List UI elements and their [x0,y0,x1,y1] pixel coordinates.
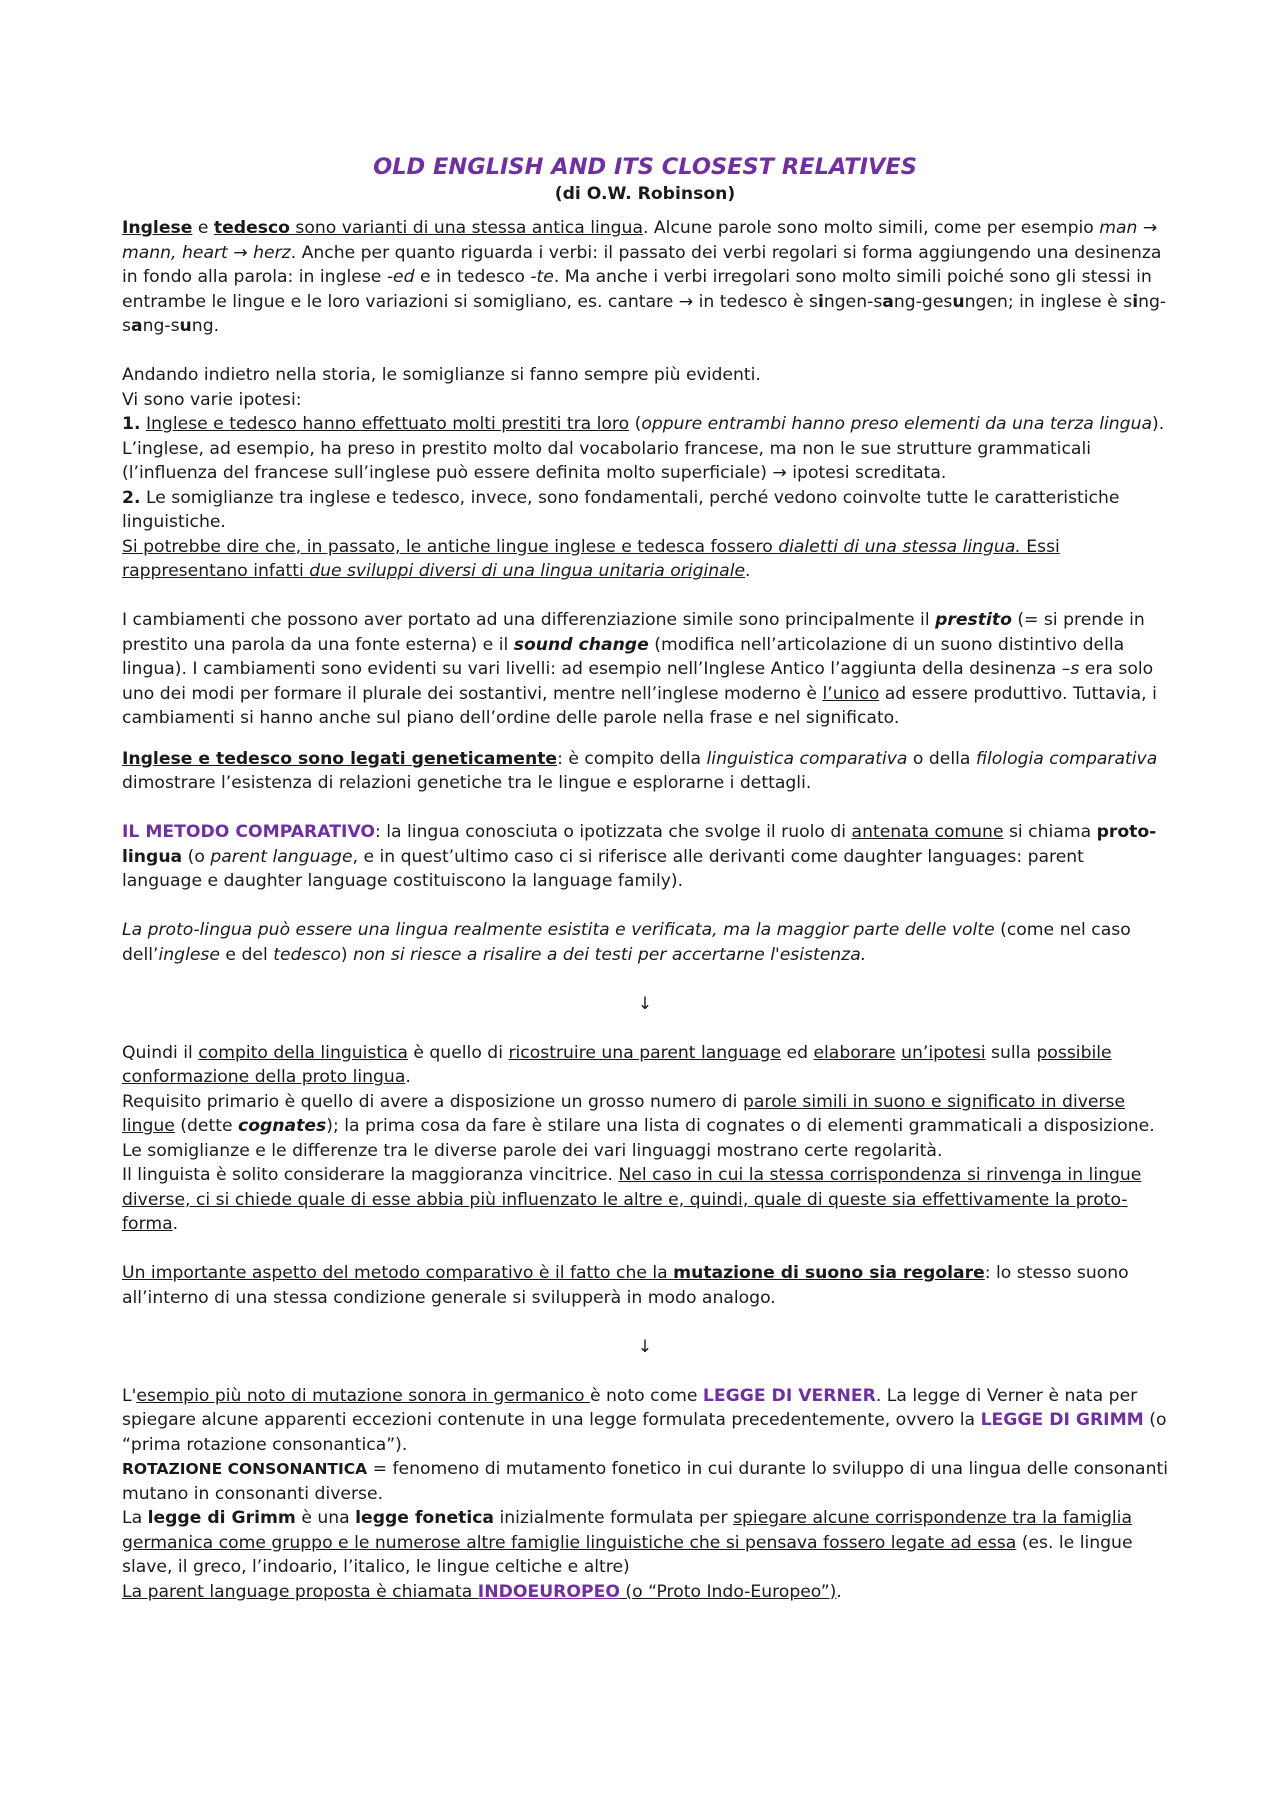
text-run: a [130,316,143,336]
text-run: non si riesce a risalire a dei testi per accertarne l'esistenza. [353,944,867,965]
text-run: . La legge di Verner è nata per spiegare alcune apparenti eccezioni contenute in una legge formulata precedentemente, ovvero la [122,1385,1138,1430]
text-run: dimostrare l’esistenza di relazioni genetiche tra le lingue e esplorarne i dettagli. [122,773,812,793]
text-run: era solo uno dei modi per formare il plurale dei sostantivi, mentre nell’inglese moderno è [122,659,1154,704]
text-run: mutazione di suono sia regolare [673,1263,985,1283]
text-run: oppure entrambi hanno preso elementi da una terza lingua [641,414,1152,434]
text-run: (o [182,846,211,867]
text-run: cognates [238,1116,327,1136]
text-run: compito della linguistica [198,1042,408,1063]
text-run: INDOEUROPEO [477,1581,620,1602]
text-run: ). L’inglese, ad esempio, ha preso in prestito molto dal vocabolario francese, ma non le sue strutture grammaticali (l’influenza del francese sull’inglese può essere definita molto superficiale) → ipotesi screditata. [122,414,1165,483]
paragraph-genetic [122,747,1168,796]
text-run: è noto come [590,1385,703,1406]
text-run: Le somiglianze tra inglese e tedesco, invece, sono fondamentali, perché vedono coinvolte tutte le caratteristiche linguistiche. [122,487,1120,532]
arrow-down-icon: ↓ [637,993,653,1014]
text-run: a [882,291,894,312]
text-run: (modifica nell’articolazione di un suono distintivo della lingua). I cambiamenti sono evidenti su vari livelli: ad esempio nell’Inglese Antico l’aggiunta della desinenza [122,634,1125,679]
text-run: Requisito primario è quello di avere a disposizione un grosso numero di [122,1091,743,1112]
paragraph-changes [122,608,1168,731]
text-run: parole simili in suono e significato in diverse lingue [122,1091,1126,1136]
list-number: 1. [122,414,141,434]
text-run: ng-s [142,316,180,336]
spacer [122,967,1168,992]
text-run: : la lingua conosciuta o ipotizzata che svolge il ruolo di [374,822,852,842]
text-run: (dette [174,1116,238,1136]
text-run: . [745,561,751,581]
text-run: esempio più noto di mutazione sonora in germanico [136,1385,590,1406]
text-run: ad essere produttivo. Tuttavia, i cambiamenti si hanno anche sul piano dell’ordine delle parole nella frase e nel significato. [122,683,1157,728]
text-run: Nel caso in cui la stessa corrispondenza si rinvenga in lingue diverse, ci si chiede quale di esse abbia più influenzato le altre e, quindi, quale di queste sia effettivamente la proto-forma [122,1165,1142,1234]
text-run: L' [122,1385,137,1406]
list-number: 2. [122,487,141,508]
text-run: ( [629,414,642,434]
paragraph-task [122,1041,1168,1237]
spacer [122,1359,1168,1384]
text-run: e in tedesco [414,267,531,287]
text-run: Inglese e tedesco sono legati geneticamente [122,748,558,769]
text-run: . Anche per quanto riguarda i verbi: il passato dei verbi regolari si forma aggiungendo una desinenza in fondo alla parola: in inglese [122,242,1162,287]
text-run: tedesco [213,218,290,238]
text-run: Inglese e tedesco hanno effettuato molti prestiti tra loro [145,414,630,434]
document-title: OLD ENGLISH AND ITS CLOSEST RELATIVES [373,154,917,180]
text-run: (es. le lingue slave, il greco, l’indoario, l’italico, le lingue celtiche e altre) [122,1532,1133,1577]
text-run: parent language [210,846,353,867]
text-run: inizialmente formulata per [494,1508,734,1528]
text-run: legge di Grimm [147,1508,296,1528]
text-run: La parent language proposta è chiamata [122,1581,478,1602]
text-run: è quello di [407,1042,509,1063]
text-run: ROTAZIONE CONSONANTICA [122,1460,368,1478]
text-run: proto-lingua [122,822,1157,867]
spacer [122,894,1168,919]
text-run: s [808,291,818,312]
text-run: . Ma anche i verbi irregolari sono molto simili poiché sono gli stessi in entrambe le lingue e le loro variazioni si somigliano, es. cantare → in tedesco è [122,267,1152,312]
text-run: legge fonetica [355,1508,495,1528]
arrow-down-icon: ↓ [637,1336,653,1357]
text-run: LEGGE DI GRIMM [980,1410,1144,1430]
paragraph-proto-language [122,918,1168,967]
text-run: LEGGE DI VERNER [702,1385,876,1406]
text-run: sono varianti di una stessa antica lingua [289,218,643,238]
text-run: dialetti di una stessa lingua. [778,536,1021,557]
text-run: i [1132,291,1139,312]
text-run: (come nel caso dell’ [122,920,1131,965]
text-run: spiegare alcune corrispondenze tra la famiglia germanica come gruppo e le numerose altre famiglie linguistiche che si pensava fossero legate ad essa [122,1508,1132,1553]
text-run: (= si prende in prestito una parola da una fonte esterna) e il [122,610,1145,655]
text-run: o della [907,748,976,769]
text-run: . [405,1067,411,1087]
spacer [122,796,1168,821]
hypothesis-1 [122,412,1168,486]
spacer [122,1237,1168,1262]
spacer [122,339,1168,364]
text-run: : è compito della [557,748,707,769]
text-run: -ed [386,267,415,287]
text-run: , e in quest’ultimo caso ci si riferisce alle derivanti come daughter languages: parent language e daughter language costituiscono la language family). [122,846,1084,891]
paragraph-hypotheses-intro: Vi sono varie ipotesi: [122,389,302,410]
text-run: due sviluppi diversi di una lingua unitaria originale [309,561,746,581]
text-run: : lo stesso suono all’interno di una stessa condizione generale si svilupperà in modo analogo. [122,1263,1129,1308]
document-subtitle: (di O.W. Robinson) [554,184,736,204]
text-run: ngen; in inglese è [964,291,1124,312]
text-run: Un importante aspetto del metodo comparativo è il fatto che la [122,1263,674,1283]
spacer [122,731,1168,747]
text-run: Si potrebbe dire che, in passato, le antiche lingue inglese e tedesca fossero [122,536,779,557]
text-run: La proto-lingua può essere una lingua realmente esistita e verificata, ma la maggior parte delle volte [122,920,995,940]
text-run: sulla [985,1042,1037,1063]
text-run: un’ipotesi [901,1042,986,1063]
text-run: (o “prima rotazione consonantica”). [122,1410,1167,1455]
text-run: tedesco [273,944,341,965]
text-run: Il linguista è solito considerare la maggioranza vincitrice. [122,1165,619,1185]
text-run: = fenomeno di mutamento fonetico in cui durante lo sviluppo di una lingua delle consonanti mutano in consonanti diverse. [122,1459,1168,1504]
text-run: possibile conformazione della proto lingua [122,1042,1112,1087]
text-run: ); la prima cosa da fare è stilare una lista di cognates o di elementi grammaticali a disposizione. [326,1116,1155,1136]
text-run: –s [1061,659,1080,679]
text-run: i [817,291,824,312]
paragraph-intro [122,216,1168,339]
text-run: e del [219,944,274,965]
text-run: . [172,1214,179,1234]
text-run: Le somiglianze e le differenze tra le diverse parole dei vari linguaggi mostrano certe regolarità. [122,1140,943,1161]
text-run: . [836,1581,842,1602]
text-run: Inglese [122,218,193,238]
text-run: inglese [158,944,220,965]
spacer [122,1310,1168,1335]
text-run: ricostruire una parent language [508,1042,782,1063]
text-run: sound change [513,634,649,655]
paragraph-verner-grimm [122,1384,1168,1605]
text-run: . Alcune parole sono molto simili, come per esempio [642,218,1100,238]
text-run: -te [530,267,554,287]
text-run: ngen-s [823,291,883,312]
paragraph-regular-mutation [122,1261,1168,1310]
hypothesis-2 [122,486,1168,584]
text-run: ng-ges [893,291,953,312]
text-run: antenata comune [851,822,1004,842]
text-run: ed [781,1042,814,1063]
text-run: ng-s [122,291,1167,336]
text-run: Quindi il [122,1042,199,1063]
text-run: elaborare [813,1042,896,1063]
text-run: si chiama [1003,822,1097,842]
text-run: l’unico [822,683,880,704]
text-run: u [952,291,965,312]
text-run: ng. [191,316,220,336]
text-run: e [192,218,214,238]
text-run: prestito [935,610,1012,630]
text-run: La [122,1508,148,1528]
text-run: Essi rappresentano infatti [122,536,1060,581]
text-run: (o “Proto Indo-Europeo”) [619,1581,837,1602]
paragraph-comparative-method [122,820,1168,894]
text-run: u [179,316,192,336]
paragraph-history: Andando indietro nella storia, le somiglianze si fanno sempre più evidenti. [122,365,761,385]
text-run: ) [340,944,354,965]
text-run: man → mann, heart → herz [122,218,1158,263]
text-run: linguistica comparativa [706,748,908,769]
text-run: s [1123,291,1133,312]
section-heading: IL METODO COMPARATIVO [122,822,375,842]
spacer [122,1016,1168,1041]
text-run: è una [295,1508,356,1528]
spacer [122,584,1168,609]
text-run: filologia comparativa [975,748,1158,769]
text-run: I cambiamenti che possono aver portato ad una differenziazione simile sono principalmente il [122,610,936,630]
